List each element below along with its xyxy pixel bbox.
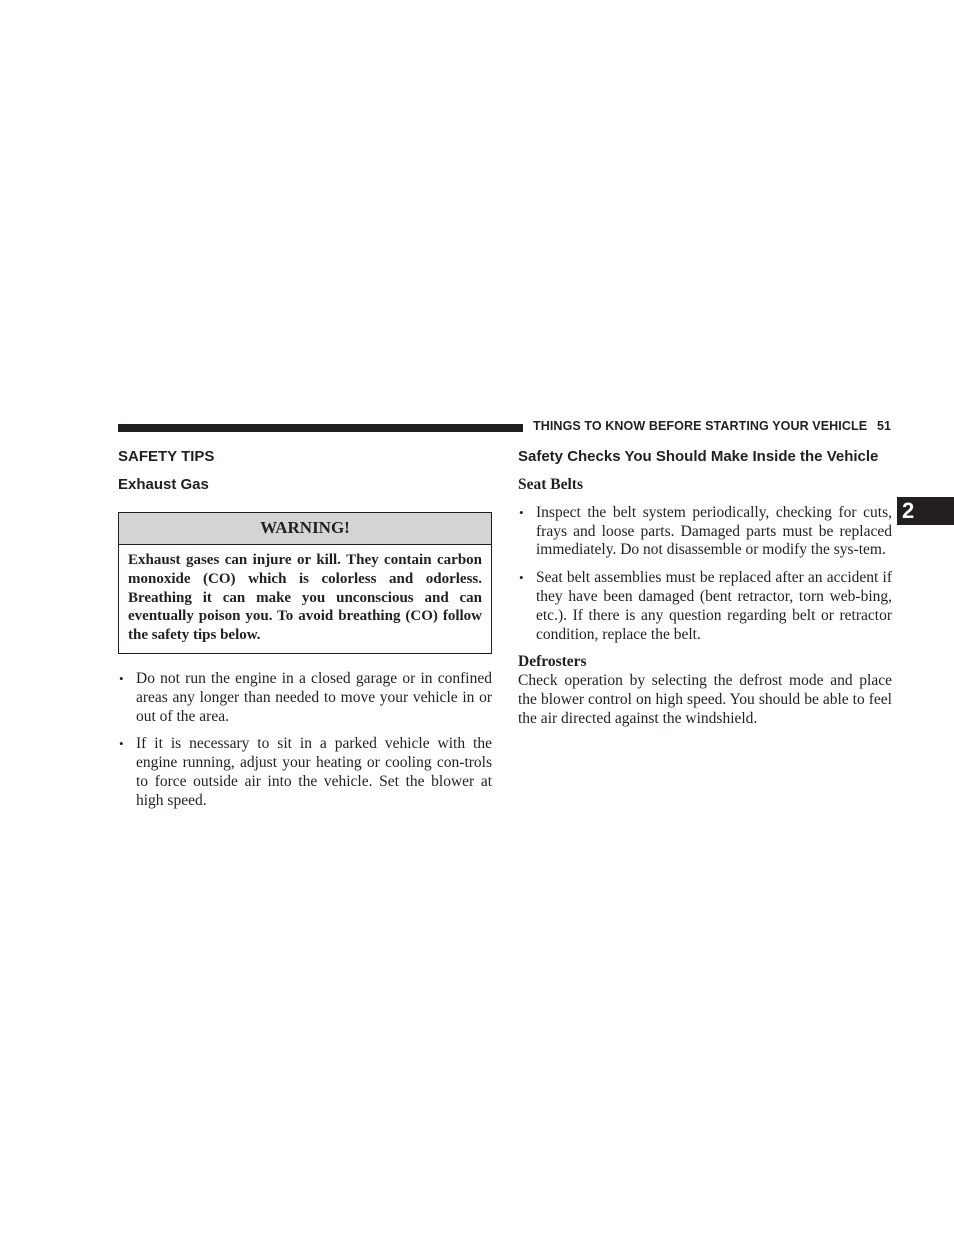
- warning-box: [118, 512, 492, 654]
- subsection-heading: Safety Checks You Should Make Inside the Vehicle: [518, 448, 879, 465]
- page-number: 51: [877, 419, 891, 433]
- bullet-icon: •: [519, 570, 524, 586]
- list-item: [118, 670, 492, 726]
- list-item-text: Do not run the engine in a closed garage or in confined areas any longer than needed to move your vehicle in or out of the area.: [136, 669, 492, 725]
- subsection-heading: Exhaust Gas: [118, 476, 209, 493]
- header-rule: [118, 424, 523, 432]
- chapter-tab: 2: [897, 497, 954, 525]
- defrosters-text: Check operation by selecting the defrost mode and place the blower control on high speed. You should be able to feel the air directed against the windshield.: [518, 672, 892, 727]
- section-heading: SAFETY TIPS: [118, 448, 215, 465]
- defrosters-heading: Defrosters: [518, 653, 587, 671]
- bullet-icon: •: [119, 736, 124, 752]
- list-item: [518, 569, 892, 644]
- warning-text: Exhaust gases can injure or kill. They contain carbon monoxide (CO) which is colorless and odorless. Breathing it can make you unconscious and can eventually poison you. To avoid breathing (CO) follow the safety tips below.: [128, 552, 482, 644]
- list-item-text: If it is necessary to sit in a parked vehicle with the engine running, adjust your heating or cooling con-trols to force outside air into the vehicle. Set the blower at high speed.: [136, 735, 492, 809]
- exhaust-tips-list: [118, 670, 492, 811]
- bullet-icon: •: [519, 504, 524, 520]
- right-column: [518, 448, 892, 729]
- list-item: [518, 504, 892, 560]
- list-item: [118, 735, 492, 810]
- seat-belts-heading: Seat Belts: [518, 476, 584, 493]
- left-column: [118, 448, 492, 811]
- warning-title: WARNING!: [119, 513, 491, 545]
- bullet-icon: •: [119, 670, 124, 686]
- running-header: THINGS TO KNOW BEFORE STARTING YOUR VEHICLE: [533, 419, 868, 433]
- seat-belts-list: [518, 504, 892, 645]
- list-item-text: Seat belt assemblies must be replaced after an accident if they have been damaged (bent retractor, torn web-bing, etc.). If there is any question regarding belt or retractor condition, replace the belt.: [536, 569, 892, 643]
- list-item-text: Inspect the belt system periodically, checking for cuts, frays and loose parts. Damaged parts must be replaced immediately. Do not disassemble or modify the sys-tem.: [536, 503, 892, 559]
